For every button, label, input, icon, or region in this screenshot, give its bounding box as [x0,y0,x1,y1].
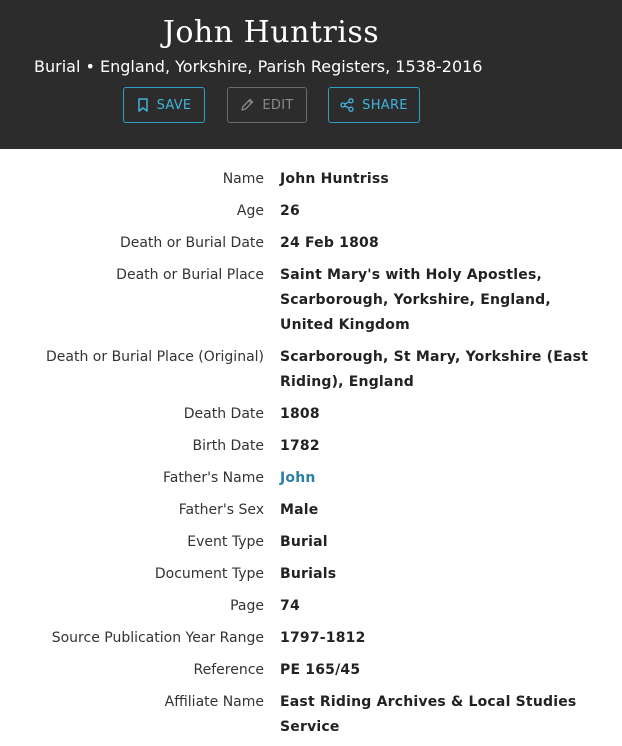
record-header [0,0,622,149]
save-button-label: SAVE [156,97,192,113]
detail-row-fathers-name [0,465,622,497]
detail-row-document-type [0,561,622,593]
detail-row-affiliate-name [0,689,622,746]
record-title: John Huntriss [162,15,380,50]
share-button[interactable] [328,87,420,123]
detail-label: Death or Burial Place (Original) [46,349,264,365]
detail-label: Death or Burial Date [119,235,264,251]
detail-label: Age [236,203,264,219]
detail-label: Document Type [154,566,264,582]
detail-label: Father's Sex [178,502,264,518]
detail-value: 26 [280,203,300,219]
detail-label: Reference [193,662,264,678]
detail-value: 1797-1812 [280,630,366,646]
fathers-name-link[interactable]: John [280,470,316,486]
detail-label: Affiliate Name [164,694,264,710]
share-icon [340,98,354,112]
detail-value: 1782 [280,438,320,454]
detail-label: Birth Date [192,438,264,454]
detail-row-event-type [0,529,622,561]
detail-row-death-burial-place-original [0,344,622,401]
detail-label: Event Type [187,534,264,550]
detail-value: John Huntriss [280,171,389,187]
detail-row-page [0,593,622,625]
detail-row-death-burial-date [0,230,622,262]
pencil-icon [240,98,254,112]
bookmark-icon [137,98,149,112]
detail-label: Death Date [183,406,264,422]
detail-value: 74 [280,598,300,614]
detail-value: 24 Feb 1808 [280,235,379,251]
detail-value: PE 165/45 [280,662,361,678]
detail-label: Death or Burial Place [116,267,264,283]
detail-row-fathers-sex [0,497,622,529]
edit-button[interactable] [227,87,307,123]
detail-row-reference [0,657,622,689]
edit-button-label: EDIT [262,97,294,113]
detail-label: Page [230,598,264,614]
detail-value: 1808 [280,406,320,422]
detail-row-source-publication-year-range [0,625,622,657]
detail-value: East Riding Archives & Local Studies Service [280,694,577,735]
record-details [0,166,622,746]
detail-label: Name [222,171,264,187]
record-subtitle: Burial • England, Yorkshire, Parish Registers, 1538-2016 [34,57,483,76]
detail-value: Scarborough, St Mary, Yorkshire (East Riding), England [280,349,589,390]
detail-value: Male [280,502,319,518]
detail-label: Father's Name [163,470,264,486]
detail-row-death-burial-place [0,262,622,344]
detail-row-name [0,166,622,198]
detail-row-age [0,198,622,230]
detail-value: Burial [280,534,328,550]
detail-value: Burials [280,566,337,582]
detail-value: Saint Mary's with Holy Apostles, Scarborough, Yorkshire, England, United Kingdom [280,267,551,333]
detail-label: Source Publication Year Range [51,630,264,646]
share-button-label: SHARE [362,97,408,113]
detail-row-birth-date [0,433,622,465]
save-button[interactable] [123,87,205,123]
detail-row-death-date [0,401,622,433]
